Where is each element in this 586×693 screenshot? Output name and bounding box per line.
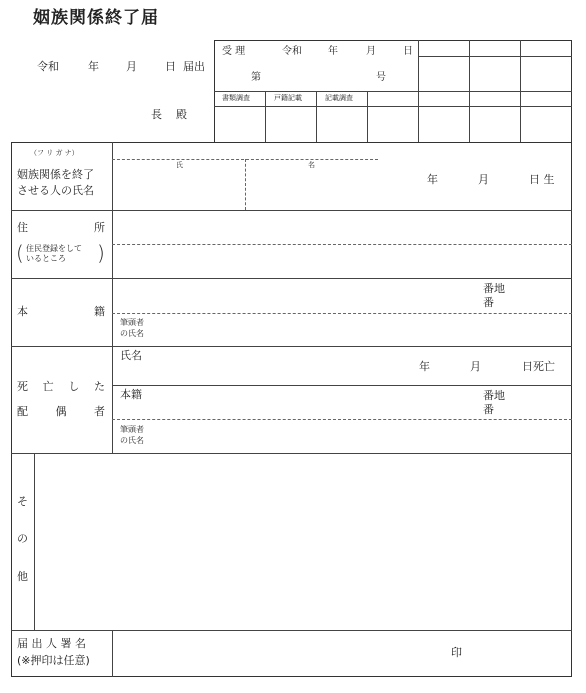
applicant-label-line2: させる人の氏名	[17, 184, 94, 197]
date-day-label: 日	[165, 60, 176, 73]
receipt-col-koseki: 戸籍記載	[274, 94, 302, 102]
deceased-honseki-field[interactable]	[155, 386, 473, 418]
other-textarea[interactable]	[35, 454, 571, 629]
honseki-label-b: 籍	[94, 305, 105, 318]
deceased-honseki-label: 本籍	[120, 388, 142, 401]
date-filed-label: 届出	[183, 60, 205, 73]
applicant-surname-field[interactable]	[112, 160, 245, 210]
receipt-divider	[316, 91, 317, 143]
address-field[interactable]	[113, 211, 571, 277]
other-label-char1: そ	[17, 495, 28, 508]
honseki-ban: 番	[483, 296, 494, 309]
hittosha-line2: の氏名	[120, 329, 144, 338]
death-day-label: 日死亡	[522, 360, 555, 373]
receipt-year: 年	[328, 46, 338, 57]
date-reiwa: 令和	[37, 60, 59, 73]
date-year-label: 年	[88, 60, 99, 73]
honseki-field[interactable]	[113, 279, 473, 312]
honseki-hittosha-field[interactable]	[155, 314, 571, 345]
hittosha-line1: 筆頭者	[120, 318, 144, 327]
applicant-given-name-field[interactable]	[246, 160, 378, 210]
other-label-char2: の	[17, 532, 28, 545]
address-paren-close: )	[97, 241, 105, 265]
given-name-label: 名	[308, 161, 315, 169]
receipt-divider	[265, 91, 266, 143]
seal-label: 印	[451, 646, 462, 659]
deceased-banchi: 番地	[483, 389, 505, 402]
receipt-divider	[418, 56, 572, 57]
deceased-name-label: 氏名	[120, 349, 142, 362]
page-title: 姻族関係終了届	[33, 8, 159, 28]
receipt-divider	[214, 91, 572, 92]
birth-year-label: 年	[427, 173, 438, 186]
receipt-divider	[214, 106, 572, 107]
honseki-label-a: 本	[17, 305, 28, 318]
receipt-day: 日	[403, 46, 413, 57]
deceased-hittosha-line2: の氏名	[120, 436, 144, 445]
chief-label: 長	[151, 108, 162, 121]
deceased-hittosha-line1: 筆頭者	[120, 425, 144, 434]
receipt-col-shorui: 書類調査	[222, 94, 250, 102]
address-label-a: 住	[17, 221, 28, 234]
date-month-label: 月	[126, 60, 137, 73]
birth-month-label: 月	[478, 173, 489, 186]
death-year-label: 年	[419, 360, 430, 373]
furigana-label: （フ リ ガ ナ）	[30, 149, 79, 157]
surname-label: 氏	[176, 161, 183, 169]
receipt-col-kisai: 記載調査	[325, 94, 353, 102]
signature-label-line2: (※押印は任意)	[17, 654, 90, 667]
deceased-hittosha-field[interactable]	[155, 420, 571, 452]
honorific-label: 殿	[176, 108, 187, 121]
birth-day-label: 日 生	[529, 173, 555, 186]
receipt-go: 号	[376, 72, 386, 83]
address-note-line1: 住民登録をして	[26, 244, 82, 253]
receipt-dai: 第	[251, 72, 261, 83]
signature-field[interactable]	[113, 631, 443, 676]
address-label-b: 所	[94, 221, 105, 234]
receipt-reiwa: 令和	[282, 46, 302, 57]
receipt-divider	[367, 91, 368, 143]
receipt-month: 月	[366, 46, 376, 57]
receipt-uketsuke: 受 理	[222, 46, 246, 57]
signature-label-line1: 届 出 人 署 名	[17, 637, 86, 650]
deceased-label-line2: 配 偶 者	[17, 405, 105, 418]
address-note-line2: いるところ	[26, 254, 66, 263]
deceased-ban: 番	[483, 403, 494, 416]
death-month-label: 月	[470, 360, 481, 373]
applicant-label-line1: 姻族関係を終了	[17, 168, 94, 181]
deceased-name-field[interactable]	[155, 347, 405, 384]
deceased-label-line1: 死 亡 し た	[17, 380, 105, 393]
honseki-banchi: 番地	[483, 282, 505, 295]
address-paren-open: (	[16, 241, 24, 265]
other-label-char3: 他	[17, 570, 28, 583]
